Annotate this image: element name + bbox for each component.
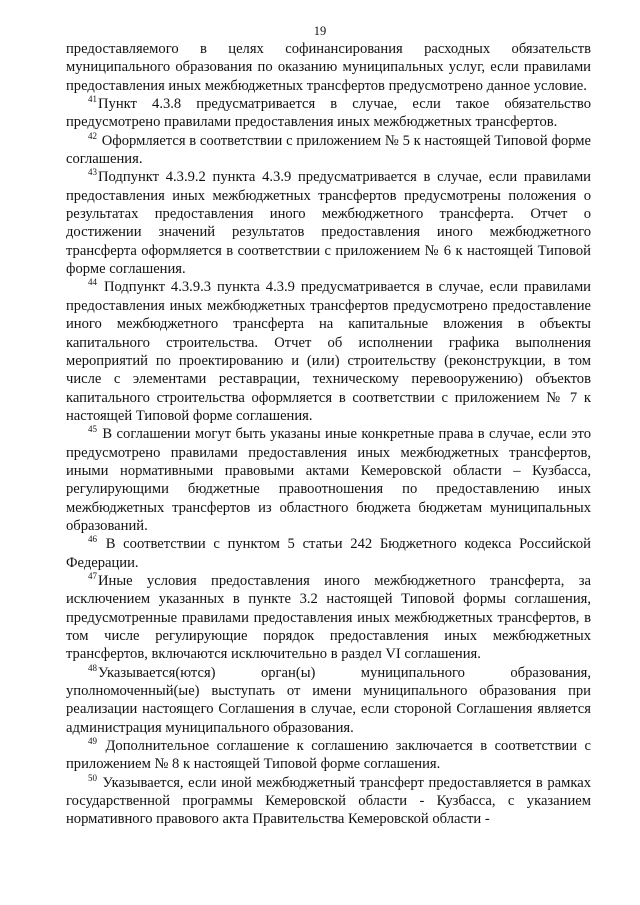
footnote-text: Иные условия предоставления иного межбюджетного трансферта, за исключением указанных в пункте 3.2 настоящей Типовой формы соглашения, предусмотренные правилами предоставления иных межбюджетных трансфертов, в том числе регулирующие порядок предоставления иных межбюджетных трансфертов, включаются исключительно в раздел VI соглашения.	[66, 572, 591, 663]
footnote-text: Указывается(ются) орган(ы) муниципального образования, уполномоченный(ые) выступать от имени муниципального образования при реализации настоящего Соглашения в случае, если стороной Соглашения является администрация муниципального образования.	[66, 664, 591, 736]
footnote-49	[66, 737, 591, 774]
footnote-text: Подпункт 4.3.9.2 пункта 4.3.9 предусматривается в случае, если правилами предоставления иных межбюджетных трансфертов предусмотрены положения о результатах предоставления иного межбюджетного трансферта. Отчет о достижении значений результатов предоставления иного межбюджетного трансферта оформляется в соответствии с приложением № 6 к настоящей Типовой форме соглашения.	[66, 169, 591, 278]
page-number: 19	[313, 24, 327, 38]
footnote-46	[66, 535, 591, 572]
footnote-text: В соглашении могут быть указаны иные конкретные права в случае, если это предусмотрено правилами предоставления иных межбюджетных трансфертов, иными нормативными правовыми актами Кемеровской области – Кузбасса, регулирующими бюджетные правоотношения по предоставлению иных межбюджетных трансфертов из областного бюджета бюджетам муниципальных образований.	[66, 426, 591, 534]
footnote-text: предоставляемого в целях софинансирования расходных обязательств муниципального образования по оказанию муниципальных услуг, если правилами предоставления иных межбюджетных трансфертов предусмотрено данное условие.	[66, 41, 591, 94]
footnotes-section	[66, 40, 591, 829]
footnote-text: В соответствии с пунктом 5 статьи 242 Бюджетного кодекса Российской Федерации.	[66, 536, 591, 571]
footnote-mark: 49	[88, 736, 97, 747]
footnote-41	[66, 95, 591, 132]
footnote-text: Подпункт 4.3.9.3 пункта 4.3.9 предусматривается в случае, если правилами предоставления иных межбюджетных трансфертов предусмотрено предоставление иного межбюджетного трансферта на капитальные вложения в объекты капитального строительства. Отчет об исполнении графика выполнения мероприятий по проектированию и (или) строительству (реконструкции, в том числе с элементами реставрации, техническому перевооружению) объектов капитального строительства оформляется в соответствии с приложением № 7 к настоящей Типовой форме соглашения.	[66, 279, 591, 424]
footnote-text: Дополнительное соглашение к соглашению заключается в соответствии с приложением № 8 к настоящей Типовой форме соглашения.	[66, 738, 591, 773]
footnote-text: Оформляется в соответствии с приложением № 5 к настоящей Типовой форме соглашения.	[66, 132, 591, 168]
footnote-text: Пункт 4.3.8 предусматривается в случае, если такое обязательство предусмотрено правилами предоставления иных межбюджетных трансфертов.	[66, 96, 591, 131]
footnote-mark: 47	[88, 570, 97, 581]
footnote-48	[66, 664, 591, 737]
footnote-mark: 50	[88, 772, 97, 783]
footnote-mark: 44	[88, 277, 97, 288]
footnote-text: Указывается, если иной межбюджетный трансферт предоставляется в рамках государственной программы Кемеровской области - Кузбасса, с указанием нормативного правового акта Правительства Кемеровской области -	[66, 774, 591, 828]
footnote-mark: 48	[88, 662, 97, 673]
footnote-47	[66, 572, 591, 664]
footnote-mark: 41	[88, 94, 97, 105]
footnote-50	[66, 774, 591, 829]
footnote-mark: 43	[88, 167, 97, 178]
footnote-mark: 42	[88, 130, 97, 141]
footnote-42	[66, 132, 591, 169]
footnote-45	[66, 425, 591, 535]
footnote-mark: 46	[88, 534, 97, 545]
footnote-44	[66, 278, 591, 425]
footnote-43	[66, 168, 591, 278]
footnote-continuation	[66, 40, 591, 95]
footnote-mark: 45	[88, 424, 97, 435]
